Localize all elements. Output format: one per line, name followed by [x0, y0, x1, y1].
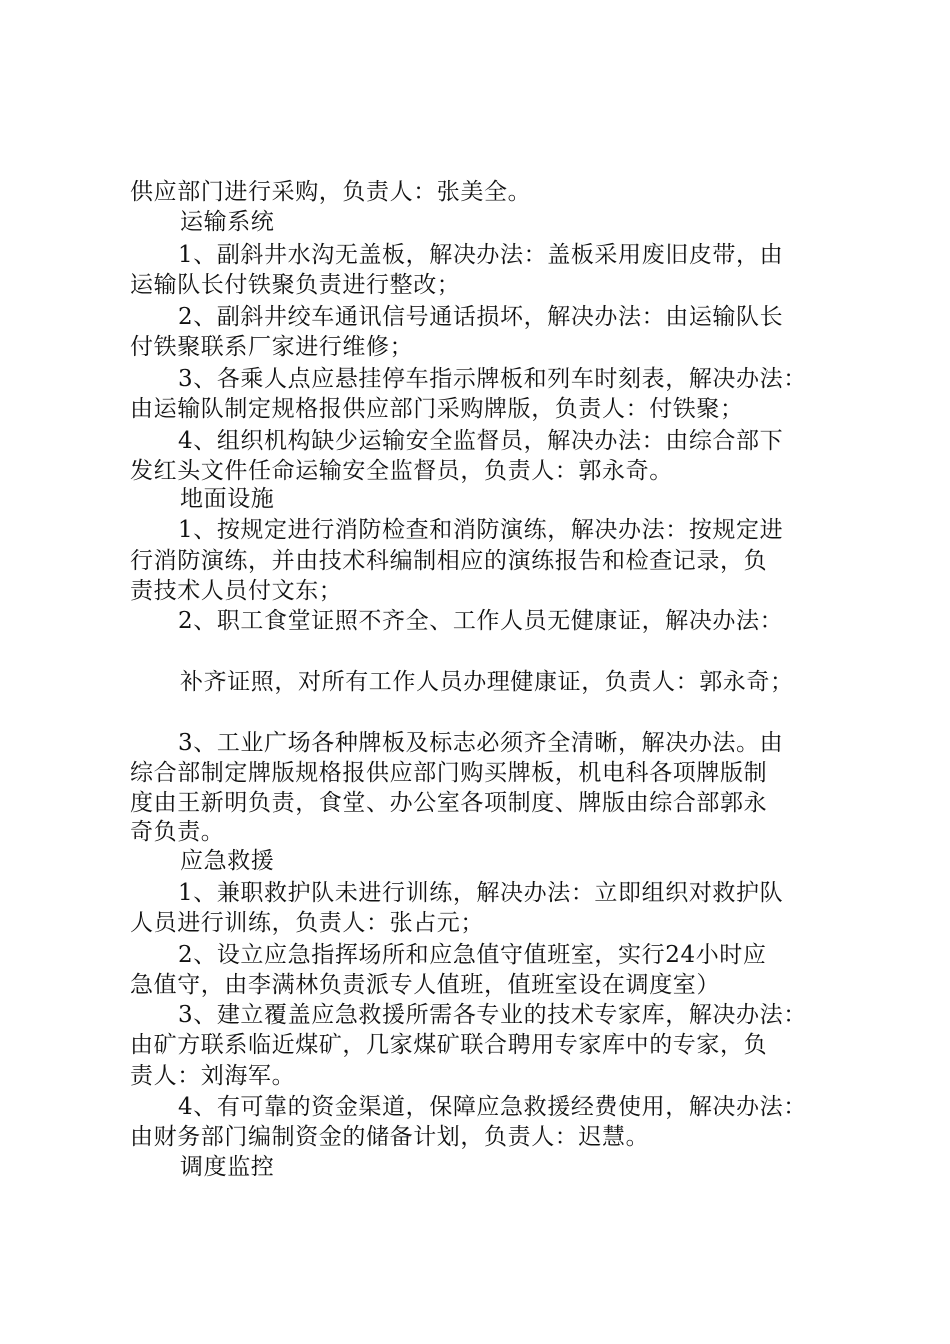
- section-heading: 运输系统: [180, 209, 275, 235]
- text-line: 1、按规定进行消防检查和消防演练，解决办法：按规定进: [178, 517, 784, 543]
- text-line: 付铁聚联系厂家进行维修；: [130, 334, 414, 360]
- text-line: 供应部门进行采购，负责人：张美全。: [130, 179, 532, 205]
- text-line: 4、有可靠的资金渠道，保障应急救援经费使用，解决办法：: [178, 1094, 807, 1120]
- text-line: 奇负责。: [130, 819, 225, 845]
- text-line: 责技术人员付文东；: [130, 578, 343, 604]
- text-line: 2、副斜井绞车通讯信号通话损坏，解决办法：由运输队长: [178, 304, 784, 330]
- text-line: 1、副斜井水沟无盖板，解决办法：盖板采用废旧皮带，由: [178, 242, 784, 268]
- text-line: 3、各乘人点应悬挂停车指示牌板和列车时刻表，解决办法：: [178, 366, 807, 392]
- section-heading: 调度监控: [180, 1154, 275, 1180]
- text-line: 1、兼职救护队未进行训练，解决办法：立即组织对救护队: [178, 880, 784, 906]
- text-line: 急值守，由李满林负责派专人值班，值班室设在调度室）: [130, 972, 720, 998]
- section-heading: 地面设施: [180, 486, 275, 512]
- text-line: 3、建立覆盖应急救援所需各专业的技术专家库，解决办法：: [178, 1002, 807, 1028]
- text-line: 补齐证照，对所有工作人员办理健康证，负责人：郭永奇；: [180, 669, 794, 695]
- text-line: 4、组织机构缺少运输安全监督员，解决办法：由综合部下: [178, 428, 784, 454]
- text-line: 2、职工食堂证照不齐全、工作人员无健康证，解决办法：: [178, 608, 784, 634]
- text-line: 由运输队制定规格报供应部门采购牌版，负责人：付铁聚；: [130, 396, 744, 422]
- text-line: 运输队长付铁聚负责进行整改；: [130, 272, 461, 298]
- text-line: 发红头文件任命运输安全监督员，负责人：郭永奇。: [130, 458, 673, 484]
- text-line: 2、设立应急指挥场所和应急值守值班室，实行24小时应: [178, 942, 767, 968]
- text-line: 综合部制定牌版规格报供应部门购买牌板，机电科各项牌版制: [130, 760, 768, 786]
- text-line: 由财务部门编制资金的储备计划，负责人：迟慧。: [130, 1124, 650, 1150]
- text-line: 行消防演练，并由技术科编制相应的演练报告和检查记录，负: [130, 548, 768, 574]
- text-line: 由矿方联系临近煤矿，几家煤矿联合聘用专家库中的专家，负: [130, 1032, 768, 1058]
- section-heading: 应急救援: [180, 848, 275, 874]
- text-line: 人员进行训练，负责人：张占元；: [130, 910, 484, 936]
- text-line: 度由王新明负责，食堂、办公室各项制度、牌版由综合部郭永: [130, 790, 768, 816]
- text-line: 3、工业广场各种牌板及标志必须齐全清晰，解决办法。由: [178, 730, 784, 756]
- text-line: 责人：刘海军。: [130, 1063, 296, 1089]
